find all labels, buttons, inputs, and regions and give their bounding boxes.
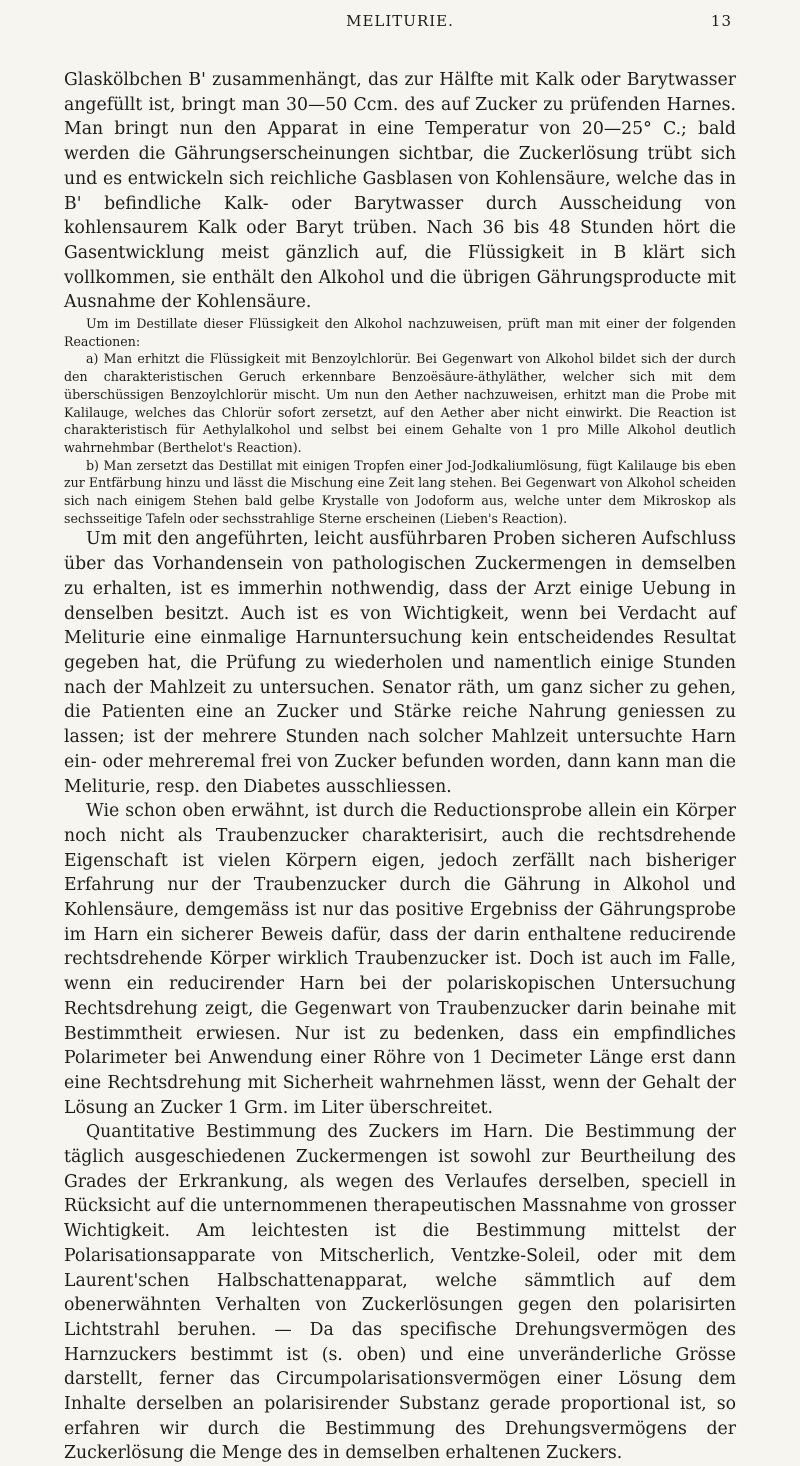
running-header — [64, 12, 736, 34]
page-number: 13 — [710, 12, 732, 30]
running-title: MELITURIE. — [346, 12, 454, 30]
paragraph-quantitative-determination: Quantitative Bestimmung des Zuckers im Harn. Die Bestimmung der täglich ausgeschiedenen Zuckermengen ist sowohl zur Beurtheilung des Grades der Erkrankung, als wegen des Verlaufes derselben, speciell in Rücksicht auf die unternommenen therapeutischen Massnahme von grosser Wichtigkeit. Am leichtesten ist die Bestimmung mittelst der Polarisationsapparate von Mitscherlich, Ventzke-Soleil, oder mit dem Laurent'schen Halbschattenapparat, welche sämmtlich auf dem obenerwähnten Verhalten von Zuckerlösungen gegen den polarisirten Lichtstrahl beruhen. — Da das specifische Drehungsvermögen des Harnzuckers bestimmt ist (s. oben) und eine unveränderliche Grösse darstellt, ferner das Circumpolarisationsvermögen einer Lösung dem Inhalte derselben an polarisirender Substanz gerade proportional ist, so erfahren wir durch die Bestimmung des Drehungsvermögens der Zuckerlösung die Menge des in demselben erhaltenen Zuckers. — [64, 1122, 736, 1464]
paragraph-lieben-reaction: b) Man zersetzt das Destillat mit einigen Tropfen einer Jod-Jodkaliumlösung, fügt Kalilauge bis eben zur Entfärbung hinzu und lässt die Mischung eine Zeit lang stehen. Bei Gegenwart von Alkohol scheiden sich nach einigem Stehen bald gelbe Krystalle von Jodoform aus, welche unter dem Mikroskop als sechsseitige Tafeln oder sechsstrahlige Sterne erscheinen (Lieben's Reaction). — [64, 457, 736, 526]
paragraph-repeated-testing: Um mit den angeführten, leicht ausführbaren Proben sicheren Aufschluss über das Vorhandensein von pathologischen Zuckermengen in demselben zu erhalten, ist es immerhin nothwendig, dass der Arzt einige Uebung in denselben besitzt. Auch ist es von Wichtigkeit, wenn bei Verdacht auf Meliturie eine einmalige Harnuntersuchung kein entscheidendes Resultat gegeben hat, die Prüfung zu wiederholen und namentlich einige Stunden nach der Mahlzeit zu untersuchen. Senator räth, um ganz sicher zu gehen, die Patienten eine an Zucker und Stärke reiche Nahrung geniessen zu lassen; ist der mehrere Stunden nach solcher Mahlzeit untersuchte Harn ein- oder mehreremal frei von Zucker befunden worden, dann kann man die Meliturie, resp. den Diabetes ausschliessen. — [64, 529, 736, 797]
paragraph-alcohol-detection-intro: Um im Destillate dieser Flüssigkeit den Alkohol nachzuweisen, prüft man mit einer der folgenden Reactionen: — [64, 316, 736, 349]
paragraph-berthelot-reaction: a) Man erhitzt die Flüssigkeit mit Benzoylchlorür. Bei Gegenwart von Alkohol bildet sich der durch den charakteristischen Geruch erkennbare Benzoësäure-äthyläther, welcher sich mit dem überschüssigen Benzoylchlorür mischt. Um nun den Aether nachzuweisen, erhitzt man die Probe mit Kalilauge, welches das Chlorür sofort zersetzt, auf den Aether aber nicht einwirkt. Die Reaction ist charakteristisch für Aethylalkohol und selbst bei einem Gehalte von 1 pro Mille Alkohol deutlich wahrnehmbar (Berthelot's Reaction). — [64, 351, 736, 455]
page-body — [64, 68, 736, 1466]
paragraph-grape-sugar-proof: Wie schon oben erwähnt, ist durch die Reductionsprobe allein ein Körper noch nicht als Traubenzucker charakterisirt, auch die rechtsdrehende Eigenschaft ist vielen Körpern eigen, jedoch zerfällt nach bisheriger Erfahrung nur der Traubenzucker durch die Gährung in Alkohol und Kohlensäure, demgemäss ist nur das positive Ergebniss der Gährungsprobe im Harn ein sicherer Beweis dafür, dass der darin enthaltene reducirende rechtsdrehende Körper wirklich Traubenzucker ist. Doch ist auch im Falle, wenn ein reducirender Harn bei der polariskopischen Untersuchung Rechtsdrehung zeigt, die Gegenwart von Traubenzucker darin beinahe mit Bestimmtheit erwiesen. Nur ist zu bedenken, dass ein empfindliches Polarimeter bei Anwendung einer Röhre von 1 Decimeter Länge erst dann eine Rechtsdrehung mit Sicherheit wahrnehmen lässt, wenn der Gehalt der Lösung an Zucker 1 Grm. im Liter überschreitet. — [64, 801, 736, 1118]
paragraph-fermentation-apparatus: Glaskölbchen B' zusammenhängt, das zur Hälfte mit Kalk oder Barytwasser angefüllt ist, bringt man 30—50 Ccm. des auf Zucker zu prüfenden Harnes. Man bringt nun den Apparat in eine Temperatur von 20—25° C.; bald werden die Gährungserscheinungen sichtbar, die Zuckerlösung trübt sich und es entwickeln sich reichliche Gasblasen von Kohlensäure, welche das in B' befindliche Kalk- oder Barytwasser durch Ausscheidung von kohlensaurem Kalk oder Baryt trüben. Nach 36 bis 48 Stunden hört die Gasentwicklung meist gänzlich auf, die Flüssigkeit in B klärt sich vollkommen, sie enthält den Alkohol und die übrigen Gährungsproducte mit Ausnahme der Kohlensäure. — [64, 70, 736, 313]
